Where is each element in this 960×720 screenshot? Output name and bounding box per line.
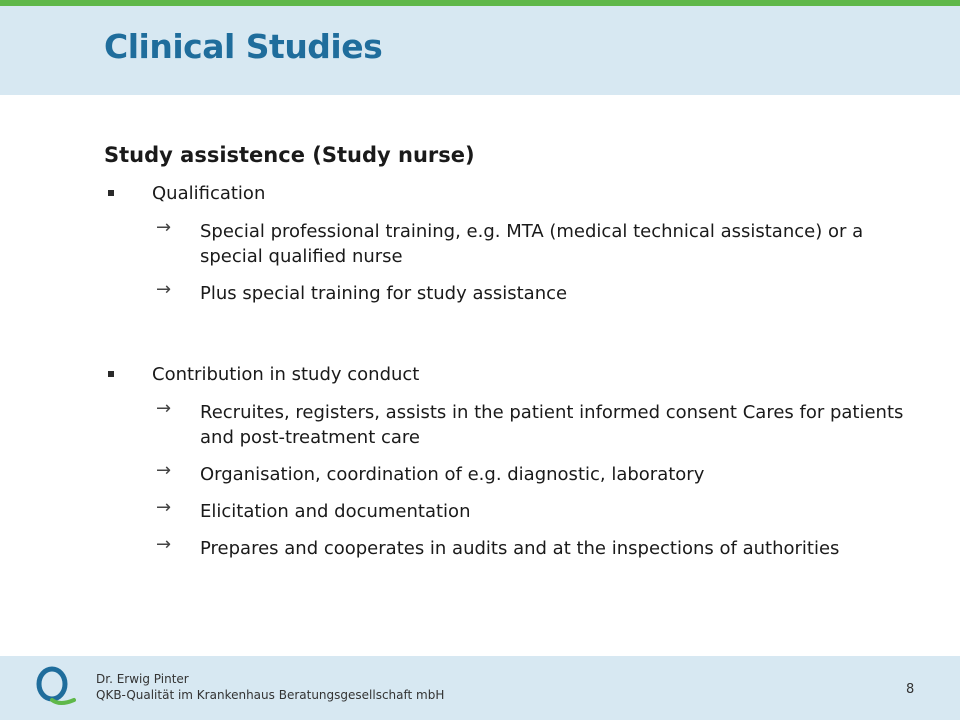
sub-bullet-text: Plus special training for study assistance <box>200 283 568 304</box>
sub-bullet <box>104 462 904 487</box>
arrow-right-icon: → <box>156 460 172 481</box>
bullet-label: Qualification <box>152 183 266 204</box>
page-number: 8 <box>906 682 915 697</box>
bullet-qualification <box>104 181 904 207</box>
sub-bullet-text: Organisation, coordination of e.g. diagnostic, laboratory <box>200 464 705 485</box>
slide-title: Clinical Studies <box>104 27 383 66</box>
section-heading: Study assistence (Study nurse) <box>104 143 475 167</box>
qkb-logo <box>34 664 76 708</box>
slide-content <box>104 143 904 573</box>
bullet-label: Contribution in study conduct <box>152 364 420 385</box>
sub-bullet <box>104 219 904 269</box>
sub-bullet <box>104 281 904 306</box>
arrow-right-icon: → <box>156 279 172 300</box>
square-bullet-icon <box>108 190 114 196</box>
sub-bullet <box>104 400 904 450</box>
arrow-right-icon: → <box>156 497 172 518</box>
sub-bullet-text: Elicitation and documentation <box>200 501 471 522</box>
sub-bullet <box>104 499 904 524</box>
arrow-right-icon: → <box>156 398 172 419</box>
arrow-right-icon: → <box>156 534 172 555</box>
sub-bullet-text: Recruites, registers, assists in the patient informed consent Cares for patients and post-treatment care <box>200 402 904 448</box>
footer-company: QKB-Qualität im Krankenhaus Beratungsgesellschaft mbH <box>96 688 445 702</box>
sub-bullet-text: Special professional training, e.g. MTA (medical technical assistance) or a special qualified nurse <box>200 221 864 267</box>
sub-bullet <box>104 536 904 561</box>
arrow-right-icon: → <box>156 217 172 238</box>
bullet-contribution <box>104 362 904 388</box>
sub-bullet-text: Prepares and cooperates in audits and at the inspections of authorities <box>200 538 840 559</box>
spacer <box>104 318 904 362</box>
footer-author: Dr. Erwig Pinter <box>96 672 189 686</box>
square-bullet-icon <box>108 371 114 377</box>
